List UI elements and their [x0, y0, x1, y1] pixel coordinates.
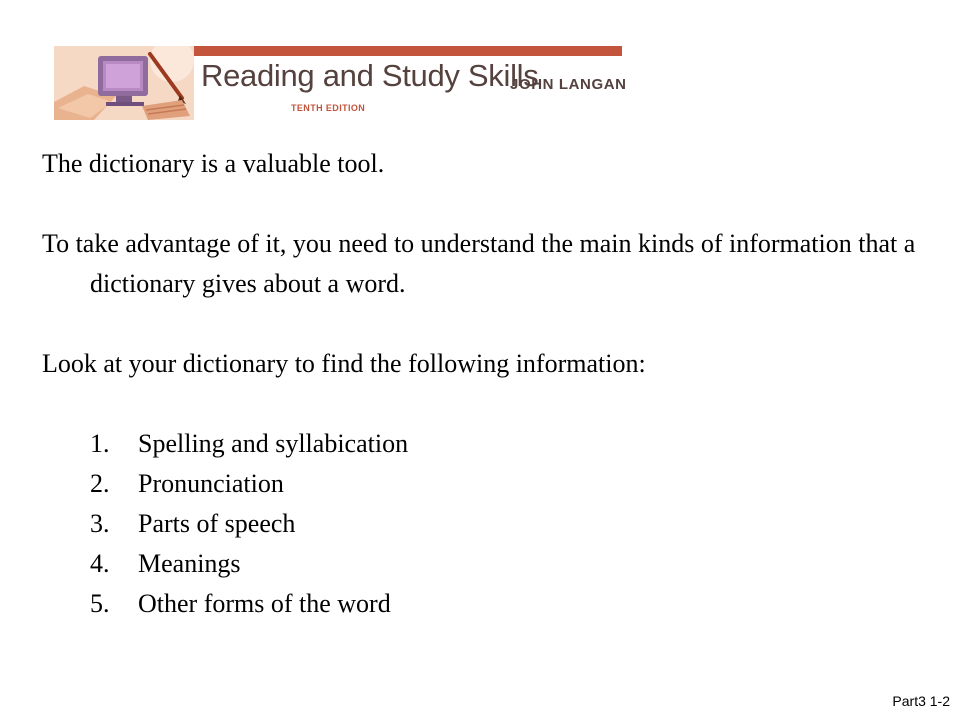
list-item [42, 424, 922, 464]
book-banner [54, 46, 627, 120]
banner-stripe [194, 46, 622, 56]
list-item [42, 544, 922, 584]
banner-illustration [54, 46, 194, 120]
dictionary-info-list [42, 424, 922, 624]
list-item-number: 1. [90, 429, 110, 458]
book-edition: TENTH EDITION [291, 103, 366, 113]
list-item [42, 504, 922, 544]
list-item-number: 5. [90, 589, 110, 618]
list-item-text: Other forms of the word [138, 589, 391, 618]
list-item [42, 584, 922, 624]
list-item-text: Parts of speech [138, 509, 296, 538]
list-item-number: 3. [90, 509, 110, 538]
book-author: JOHN LANGAN [510, 76, 627, 93]
instruction-paragraph: Look at your dictionary to find the following information: [42, 349, 646, 378]
book-title: Reading and Study Skills [201, 58, 539, 93]
explanation-paragraph: To take advantage of it, you need to understand the main kinds of information that a dictionary gives about a word. [42, 229, 916, 298]
computer-and-books-icon [54, 46, 194, 120]
list-item-text: Meanings [138, 549, 241, 578]
slide-body [42, 144, 922, 624]
list-item-text: Pronunciation [138, 469, 284, 498]
list-item-text: Spelling and syllabication [138, 429, 409, 458]
list-item-number: 2. [90, 469, 110, 498]
page-number: Part3 1-2 [892, 693, 950, 709]
list-item-number: 4. [90, 549, 110, 578]
intro-paragraph: The dictionary is a valuable tool. [42, 149, 385, 178]
list-item [42, 464, 922, 504]
